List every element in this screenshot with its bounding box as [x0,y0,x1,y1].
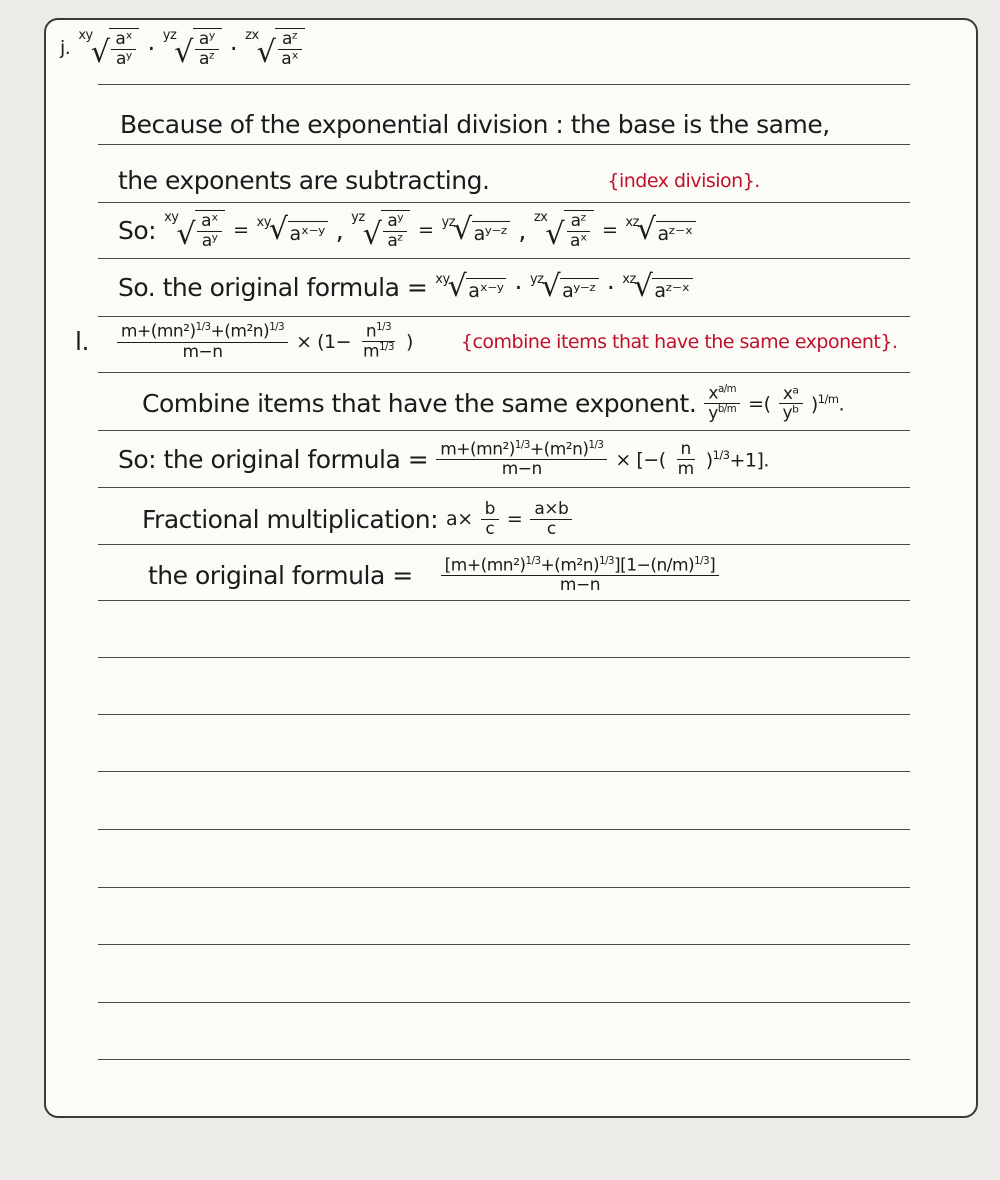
radicand [193,28,222,68]
paren: ) [810,393,818,416]
denominator: c [546,518,556,539]
denominator: aʸ [201,230,218,251]
radicand: aᶻ⁻ˣ [656,221,696,245]
radical [164,210,225,253]
radicand [275,28,305,68]
numerator: aˣ [111,30,136,50]
denominator: aˣ [281,48,299,69]
radicand: aᶻ⁻ˣ [652,278,692,302]
ruled-line [98,600,910,601]
row-label: So: [118,215,157,245]
explanation-text: Because of the exponential division : the base is the same, [120,110,830,139]
radical [245,28,305,71]
comma: , [335,215,344,245]
ruled-line [98,258,910,259]
numerator: aᶻ [278,30,302,50]
denominator: aˣ [569,230,587,251]
radical-sign: √ [541,269,561,304]
ruled-line [98,144,910,145]
exponent: 1/m [817,392,839,407]
term: +(m²n) [210,321,270,342]
term: x [708,383,718,404]
radicand [381,210,410,250]
fraction [359,322,398,362]
fraction [436,440,607,479]
paren: ) [405,330,413,353]
denominator: aᶻ [387,230,404,251]
radical-sign: √ [447,269,467,304]
fraction [111,30,136,68]
term: +1]. [729,449,769,472]
row-label: the original formula = [148,561,413,591]
ruled-line [98,714,910,715]
denominator: yᵇ [782,403,799,424]
exponent: 1/3 [599,556,615,567]
radical-sign: √ [453,212,472,248]
denominator [704,404,740,423]
ruled-line [98,202,910,203]
ruled-line [98,487,910,488]
radical-sign: √ [256,35,276,71]
exponent: a/m [717,384,737,395]
tail-group: )$^{1/3}$+1]. [705,447,769,472]
numerator: b [481,500,499,520]
radicand: aˣ⁻ʸ [288,221,328,245]
ruled-line [98,887,910,888]
radical [435,269,506,304]
red-note: {index division}. [607,169,760,192]
ruled-line [98,544,910,545]
radicand: aʸ⁻ᶻ [472,221,511,245]
radical-sign: √ [176,217,196,253]
root-index: xy [78,28,93,43]
denominator [359,342,398,361]
term: +(m²n) [529,439,589,460]
row-label: So: the original formula = [118,445,429,475]
numerator: aʸ [195,30,219,50]
radicand: aʸ⁻ᶻ [560,278,599,302]
term: n [365,321,377,342]
numerator: aᶻ [567,212,591,232]
ruled-line [98,944,910,945]
radical-sign: √ [633,269,653,304]
ruled-line [98,657,910,658]
root-index: yz [162,28,177,43]
denominator: m−n [501,459,542,480]
root-index: xy [256,215,271,231]
explanation-text: the exponents are subtracting. [118,166,490,195]
radical [162,28,222,71]
problem-label: j. [60,37,71,60]
term: ] [709,555,716,576]
denominator: c [485,518,495,539]
paren-group [811,392,844,415]
ruled-line [98,829,910,830]
fraction [117,322,288,361]
operator: × (1− [296,330,351,353]
root-index: xz [625,215,639,231]
row-label: Fractional multiplication: [142,504,439,534]
root-index: zx [533,210,548,225]
fraction [481,500,499,538]
exponent: 1/3 [376,322,392,333]
fraction [704,384,740,424]
ruled-line [98,771,910,772]
fraction [383,212,407,250]
equals: = [418,219,434,242]
numerator: aˣ [197,212,222,232]
equals: = [601,219,618,242]
exponent: 1/3 [588,440,604,451]
problem-l [75,322,905,362]
radicand: aˣ⁻ʸ [466,278,506,302]
radical [441,212,511,248]
term: a× [446,508,473,531]
radical [256,212,328,248]
radical [78,28,139,71]
numerator [436,440,607,460]
radical-sign: √ [174,35,193,71]
final-row [148,556,727,595]
term: m+(mn²) [440,439,515,460]
numerator: xᵃ [779,385,803,405]
root-index: xy [435,272,450,287]
operator: × [−( [615,448,666,471]
problem-label: l. [75,327,89,357]
dot: · [606,272,615,302]
ruled-line [98,1002,910,1003]
term: +(m²n) [540,555,600,576]
period: . [838,393,845,416]
exponent: 1/3 [195,322,211,334]
term: y [708,404,718,424]
radical [622,269,692,304]
denominator: aʸ [115,48,132,69]
operator: =( [748,392,771,415]
so-formula-row [118,440,777,479]
fraction [441,556,720,595]
radicand [195,210,225,250]
exponent: 1/3 [269,322,285,334]
radical [351,210,410,253]
radical [529,269,599,304]
numerator [704,384,740,404]
exponent: 1/3 [525,556,541,567]
original-formula-row [118,269,701,304]
explanation-text: Combine items that have the same exponent. [142,389,697,419]
radical-sign: √ [90,35,110,71]
fraction [197,212,222,250]
explanation-line [120,110,838,139]
fractional-row [142,500,580,538]
denominator: m−n [182,341,223,362]
numerator: n [677,440,695,460]
term: ][1−(n/m) [614,555,695,576]
denominator: m [677,459,694,480]
combine-row [142,384,852,424]
radical-sign: √ [636,212,656,248]
dot: · [147,33,155,63]
explanation-line [118,166,768,195]
root-index: zx [245,28,259,43]
term: m+(mn²) [120,321,196,342]
dot: · [514,272,522,302]
numerator: a×b [530,500,572,520]
ruled-line [98,430,910,431]
exponent: 1/3 [694,556,710,567]
exponent: b/m [717,404,737,416]
term: m [363,342,380,362]
fraction [530,500,572,538]
fraction [779,385,803,423]
fraction [674,440,698,478]
ruled-line [98,372,910,373]
numerator [117,322,288,342]
so-row [118,210,704,253]
numerator [362,322,395,342]
radical-sign: √ [362,217,382,253]
radicand [109,28,139,68]
radical [533,210,594,253]
red-note: {combine items that have the same exponent}. [460,330,898,353]
term: [m+(mn²) [444,555,526,576]
ruled-line [98,1059,910,1060]
equals: = [233,219,249,242]
radical [625,212,695,248]
radical-sign: √ [545,217,564,253]
row-label: So. the original formula = [118,272,428,302]
numerator [441,556,720,576]
dot: · [229,33,238,63]
radical-sign: √ [268,212,288,248]
root-index: yz [441,215,456,231]
root-index: xy [164,210,179,225]
denominator: aᶻ [198,48,215,69]
root-index: xz [622,272,636,287]
problem-j [60,28,313,71]
equals: = [506,508,523,531]
exponent: 1/3 [514,440,530,451]
ruled-line [98,316,910,317]
root-index: yz [351,210,365,225]
exponent: 1/3 [379,342,394,354]
ruled-line [98,84,910,85]
root-index: yz [529,272,544,287]
denominator: m−n [559,575,600,596]
radicand [564,210,594,250]
fraction [566,212,591,250]
comma: , [518,215,526,245]
numerator: aʸ [383,212,407,232]
fraction [277,30,302,68]
fraction [195,30,219,68]
exponent: 1/3 [712,447,730,462]
